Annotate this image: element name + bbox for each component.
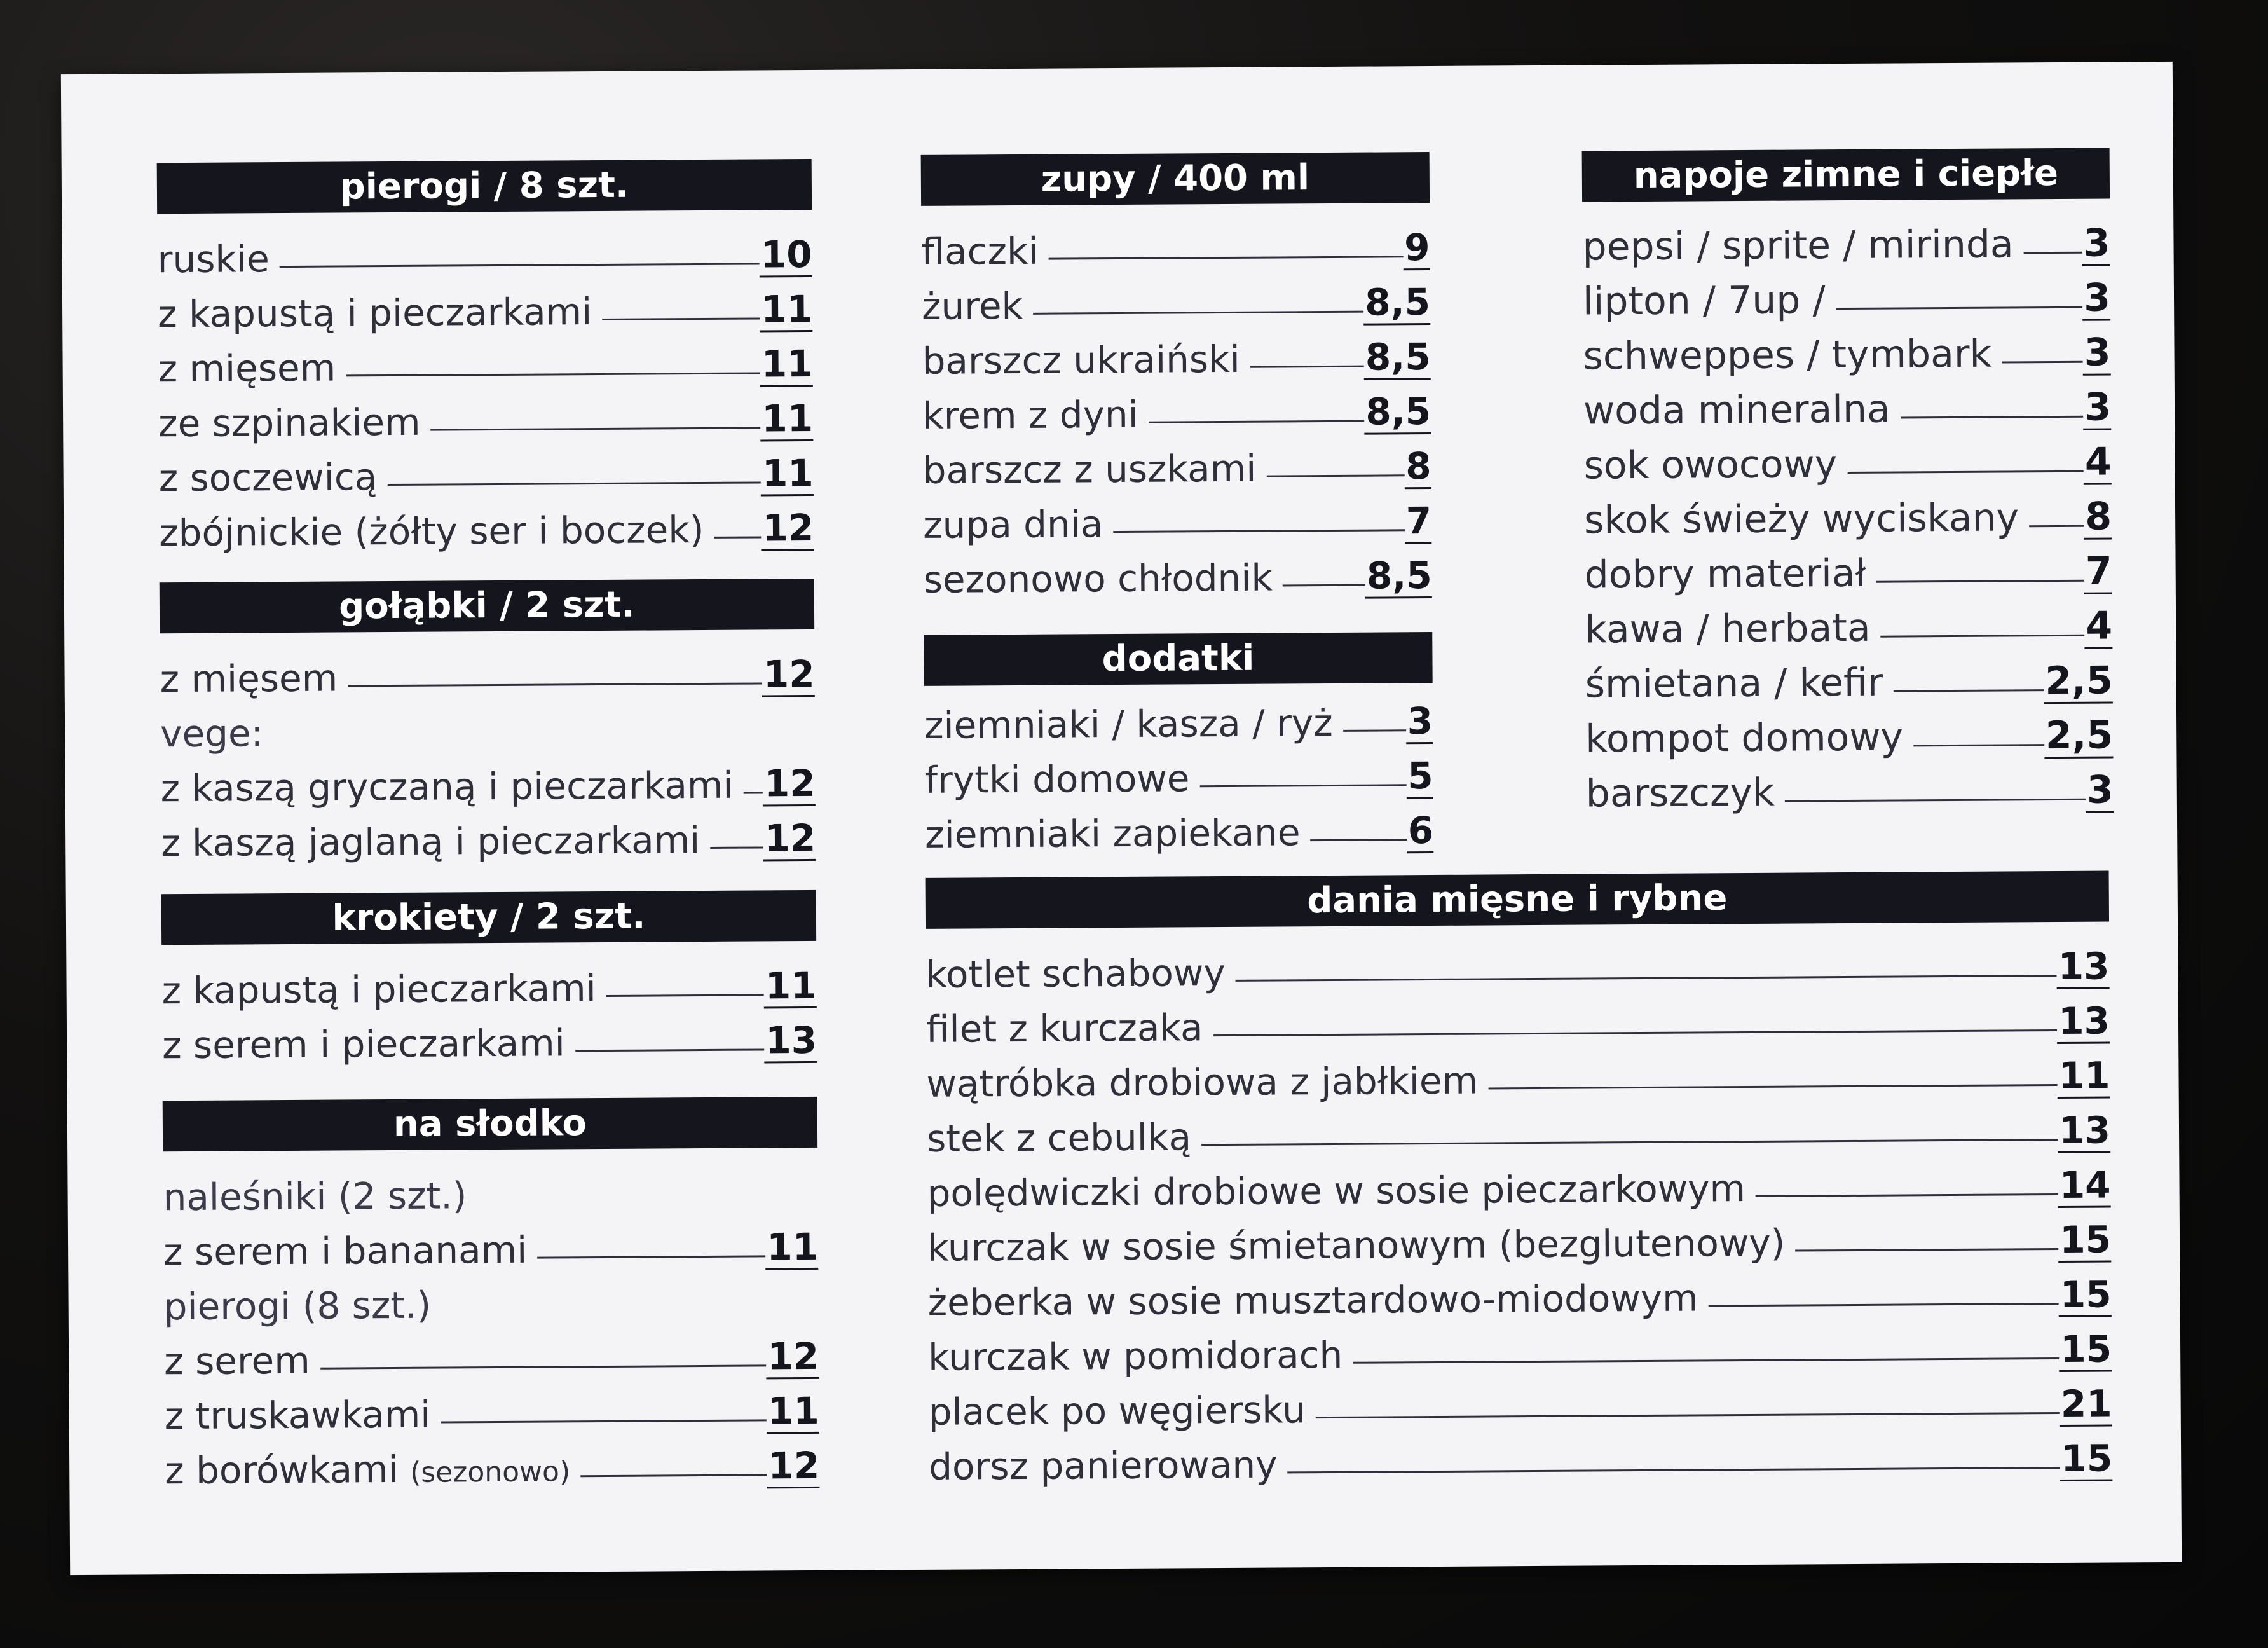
item-name: naleśniki (2 szt.) — [163, 1174, 467, 1219]
dotted-leader — [1881, 635, 2085, 638]
menu-item — [158, 387, 814, 445]
item-price: 4 — [2084, 439, 2112, 484]
item-price: 4 — [2086, 603, 2113, 649]
item-name: zbójnickie (żółty ser i boczek) — [159, 508, 704, 555]
menu-item — [164, 1379, 819, 1438]
item-price: 3 — [2083, 221, 2110, 266]
item-name: kotlet schabowy — [926, 951, 1226, 996]
menu-item — [165, 1434, 820, 1492]
item-name: sezonowo chłodnik — [923, 556, 1273, 601]
dotted-leader — [2029, 525, 2084, 528]
item-price: 12 — [763, 817, 816, 862]
section-header: zupy / 400 ml — [921, 152, 1430, 206]
menu-item — [926, 935, 2109, 996]
dotted-leader — [710, 846, 763, 849]
item-price: 8,5 — [1363, 281, 1430, 326]
dotted-leader — [1200, 784, 1407, 787]
item-price: 8,5 — [1364, 390, 1431, 435]
dotted-leader — [1488, 1084, 2058, 1089]
menu-item — [1585, 594, 2113, 652]
item-name: polędwiczki drobiowe w sosie pieczarkowym — [927, 1167, 1746, 1215]
item-price: 6 — [1407, 809, 1434, 853]
section-krokiety — [161, 890, 817, 1067]
item-name: ziemniaki / kasza / ryż — [924, 701, 1333, 747]
menu-item — [924, 744, 1433, 802]
item-name: z truskawkami — [164, 1392, 431, 1438]
dotted-leader — [580, 1474, 767, 1477]
item-price: 8,5 — [1365, 554, 1432, 599]
item-name: dobry materiał — [1584, 551, 1866, 598]
item-price: 11 — [765, 1226, 818, 1270]
dotted-leader — [1049, 256, 1404, 259]
dotted-leader — [387, 481, 761, 486]
dotted-leader — [602, 317, 760, 320]
dotted-leader — [1785, 799, 2086, 802]
item-price: 8 — [2085, 494, 2112, 539]
section-header: dania mięsne i rybne — [926, 871, 2109, 929]
item-name: schweppes / tymbark — [1583, 331, 1992, 379]
item-name: frytki domowe — [924, 757, 1190, 802]
item-name: barszcz ukraiński — [922, 337, 1240, 383]
item-name: żeberka w sosie musztardowo-miodowym — [927, 1276, 1698, 1324]
section-header: pierogi / 8 szt. — [157, 159, 812, 214]
item-name: z mięsem — [160, 656, 338, 701]
dotted-leader — [431, 427, 761, 430]
item-name: ruskie — [157, 237, 270, 282]
item-price: 9 — [1403, 226, 1430, 270]
dotted-leader — [575, 1048, 765, 1052]
menu-item — [923, 544, 1432, 601]
item-name: krem z dyni — [922, 392, 1139, 437]
item-price: 8,5 — [1364, 336, 1431, 380]
menu-card — [61, 62, 2182, 1575]
dotted-leader — [1250, 366, 1364, 368]
section-header: na słodko — [163, 1097, 817, 1151]
item-price: 11 — [760, 397, 813, 442]
dotted-leader — [1795, 1248, 2058, 1252]
menu-item — [1584, 539, 2112, 597]
dotted-leader — [1709, 1303, 2059, 1307]
menu-item — [161, 954, 817, 1012]
section-dania-miesne — [926, 871, 2113, 1488]
item-name: z serem i bananami — [163, 1228, 528, 1274]
item-price: 3 — [2084, 275, 2111, 320]
dotted-leader — [1353, 1357, 2059, 1364]
item-price: 3 — [2084, 385, 2112, 430]
dotted-leader — [280, 263, 760, 268]
menu-subheading — [163, 1270, 819, 1328]
section-header: gołąbki / 2 szt. — [160, 579, 814, 633]
menu-item — [158, 441, 814, 500]
dotted-leader — [537, 1255, 765, 1258]
menu-item — [1583, 266, 2111, 324]
item-price: 13 — [2057, 945, 2110, 990]
item-price: 15 — [2058, 1219, 2111, 1263]
menu-item — [160, 752, 816, 810]
item-price: 3 — [2084, 330, 2111, 375]
dotted-leader — [2002, 361, 2083, 364]
menu-item — [927, 1153, 2110, 1215]
item-name: dorsz panierowany — [929, 1443, 1278, 1488]
menu-item — [927, 1208, 2111, 1270]
menu-item — [161, 806, 816, 865]
dotted-leader — [606, 994, 764, 997]
item-name: stek z cebulką — [926, 1115, 1192, 1160]
item-name: kurczak w sosie śmietanowym (bezglutenowy) — [927, 1221, 1786, 1270]
item-price: 7 — [2085, 549, 2112, 594]
menu-item — [922, 270, 1431, 328]
item-price: 5 — [1406, 755, 1433, 799]
dotted-leader — [1901, 416, 2084, 419]
section-golabki — [160, 579, 816, 865]
menu-item — [921, 216, 1430, 273]
item-price: 14 — [2058, 1164, 2111, 1209]
item-name: z borówkami — [165, 1447, 399, 1493]
menu-item — [924, 689, 1433, 747]
menu-item — [1585, 649, 2113, 706]
item-price: 13 — [2058, 1109, 2110, 1154]
item-price: 11 — [764, 965, 817, 1009]
item-price: 12 — [762, 653, 815, 697]
dotted-leader — [1316, 1412, 2060, 1418]
item-name: z kapustą i pieczarkami — [161, 966, 596, 1013]
menu-item — [1583, 430, 2112, 488]
item-price: 11 — [767, 1390, 819, 1434]
item-price: 3 — [1406, 700, 1433, 744]
dotted-leader — [1913, 744, 2044, 746]
menu-item — [1585, 703, 2114, 761]
dotted-leader — [1836, 306, 2083, 310]
menu-item — [1585, 758, 2114, 816]
item-name: żurek — [921, 284, 1023, 328]
menu-item — [158, 332, 813, 390]
dotted-leader — [1847, 470, 2084, 474]
item-price: 12 — [767, 1445, 819, 1489]
section-header: napoje zimne i ciepłe — [1582, 148, 2110, 202]
item-name: wątróbka drobiowa z jabłkiem — [926, 1059, 1479, 1106]
item-name: kurczak w pomidorach — [927, 1333, 1343, 1379]
menu-item — [1582, 211, 2110, 269]
item-name: z kaszą jaglaną i pieczarkami — [161, 818, 700, 865]
dotted-leader — [1894, 689, 2044, 692]
menu-item — [922, 434, 1431, 492]
dotted-leader — [744, 792, 763, 793]
item-price: 11 — [761, 452, 814, 497]
item-price: 12 — [763, 762, 816, 807]
menu-item — [928, 1317, 2112, 1378]
item-name: placek po węgiersku — [928, 1388, 1306, 1434]
menu-item — [923, 489, 1432, 547]
item-price: 15 — [2059, 1328, 2112, 1372]
item-price: 11 — [760, 288, 812, 333]
menu-item — [1583, 375, 2112, 433]
menu-item — [1583, 320, 2111, 378]
dotted-leader — [348, 682, 762, 687]
item-price: 13 — [764, 1019, 817, 1064]
item-price: 11 — [2058, 1055, 2110, 1099]
dotted-leader — [1033, 311, 1363, 315]
dotted-leader — [1876, 580, 2084, 583]
dotted-leader — [1283, 584, 1365, 587]
item-name: pierogi (8 szt.) — [163, 1283, 432, 1329]
menu-item — [159, 496, 814, 554]
menu-item — [925, 799, 1434, 856]
item-price: 10 — [760, 233, 812, 278]
menu-item — [160, 642, 815, 701]
item-name: z serem i pieczarkami — [161, 1021, 565, 1068]
item-name: kompot domowy — [1585, 715, 1904, 762]
menu-item — [928, 1371, 2112, 1433]
item-price: 8 — [1404, 445, 1431, 489]
section-header: krokiety / 2 szt. — [161, 890, 816, 945]
item-name: lipton / 7up / — [1582, 278, 1826, 324]
dotted-leader — [1343, 729, 1406, 732]
dotted-leader — [2024, 252, 2082, 254]
item-name: ziemniaki zapiekane — [924, 811, 1301, 856]
item-price: 12 — [766, 1335, 819, 1380]
item-note: (sezonowo) — [409, 1455, 571, 1489]
menu-subheading — [160, 697, 816, 755]
item-name: barszcz z uszkami — [922, 446, 1257, 492]
section-dodatki — [924, 632, 1433, 856]
dotted-leader — [346, 372, 760, 376]
item-price: 21 — [2060, 1382, 2112, 1427]
item-price: 15 — [2060, 1437, 2112, 1481]
item-price: 11 — [760, 343, 813, 387]
dotted-leader — [1311, 839, 1407, 841]
menu-item — [158, 277, 813, 336]
item-name: woda mineralna — [1583, 387, 1890, 434]
item-name: pepsi / sprite / mirinda — [1582, 222, 2014, 270]
item-name: sok owocowy — [1583, 442, 1838, 488]
menu-item — [927, 1099, 2110, 1160]
section-header: dodatki — [924, 632, 1432, 686]
section-na-slodko — [163, 1097, 820, 1492]
menu-subheading — [163, 1160, 818, 1219]
item-name: skok świeży wyciskany — [1583, 495, 2019, 543]
dotted-leader — [1113, 529, 1404, 533]
item-name: zupa dnia — [922, 502, 1103, 547]
item-name: z serem — [163, 1338, 310, 1384]
menu-item — [929, 1426, 2112, 1488]
section-zupy — [921, 152, 1432, 601]
dotted-leader — [1266, 474, 1404, 477]
dotted-leader — [320, 1364, 767, 1369]
item-name: ze szpinakiem — [158, 400, 421, 446]
section-pierogi — [157, 159, 814, 554]
item-name: z soczewicą — [158, 455, 378, 500]
item-price: 7 — [1405, 500, 1432, 544]
item-price: 3 — [2086, 767, 2114, 813]
item-name: z mięsem — [158, 346, 336, 391]
menu-item — [926, 1044, 2110, 1106]
dotted-leader — [1149, 420, 1365, 423]
dotted-leader — [1201, 1139, 2058, 1146]
item-price: 13 — [2057, 1000, 2110, 1045]
item-price: 2,5 — [2045, 713, 2114, 759]
menu-item — [927, 1263, 2111, 1324]
dotted-leader — [441, 1419, 767, 1423]
item-price: 15 — [2059, 1273, 2112, 1317]
item-name: z kaszą gryczaną i pieczarkami — [160, 763, 734, 811]
dotted-leader — [1213, 1029, 2058, 1036]
dotted-leader — [714, 536, 762, 538]
menu-item — [164, 1324, 819, 1383]
section-napoje — [1582, 148, 2114, 816]
menu-item — [163, 1215, 819, 1274]
dotted-leader — [1756, 1193, 2058, 1197]
menu-item — [162, 1008, 817, 1067]
item-name: flaczki — [921, 229, 1039, 273]
menu-item — [1584, 484, 2112, 542]
item-name: kawa / herbata — [1584, 605, 1871, 652]
item-name: barszczyk — [1585, 770, 1775, 816]
item-name: filet z kurczaka — [926, 1006, 1203, 1051]
menu-item — [157, 223, 812, 281]
item-price: 12 — [761, 507, 814, 551]
dotted-leader — [1288, 1467, 2060, 1473]
item-name: z kapustą i pieczarkami — [157, 290, 592, 336]
menu-item — [926, 989, 2110, 1051]
menu-item — [922, 380, 1431, 437]
dotted-leader — [1236, 975, 2057, 982]
item-name: śmietana / kefir — [1585, 660, 1883, 707]
menu-item — [922, 325, 1431, 383]
item-price: 2,5 — [2045, 658, 2113, 704]
item-name: vege: — [160, 711, 264, 756]
